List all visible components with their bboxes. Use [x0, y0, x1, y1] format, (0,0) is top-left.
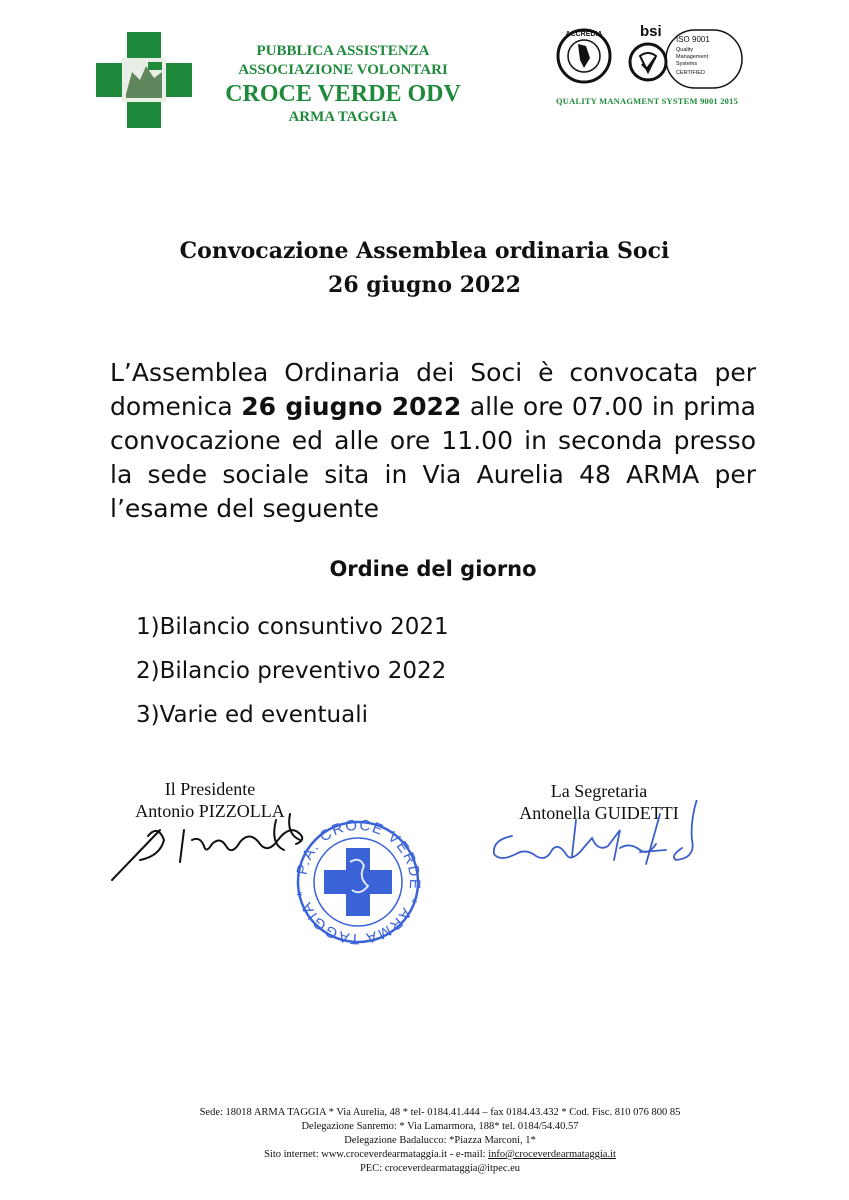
paragraph-end: alle ore 07.00 in prima convocazione ed alle ore 11.00 in seconda presso la sede sociale sita in Via Aurelia 48 ARMA per l’esame del seguente: [110, 392, 756, 523]
organization-name: [198, 42, 488, 127]
secretary-role: La Segretaria: [550, 781, 648, 801]
accredia-label: ACCREDIA: [565, 31, 603, 38]
agenda-list: [136, 612, 449, 744]
footer-contacts: [120, 1148, 760, 1162]
footer-address: Sede: 18018 ARMA TAGGIA * Via Aurelia, 48 * tel- 0184.41.444 – fax 0184.43.432 * Cod. Fisc. 810 076 800 85: [199, 1107, 681, 1118]
org-line-4: ARMA TAGGIA: [288, 109, 398, 125]
agenda-item: 3)Varie ed eventuali: [136, 702, 368, 728]
title-line-1: Convocazione Assemblea ordinaria Soci: [179, 238, 670, 264]
signatures-drawing: [100, 800, 740, 970]
agenda-item: 1)Bilancio consuntivo 2021: [136, 614, 449, 640]
stamp-text: P.A. CROCE VERDE * ARMA TAGGIA *: [293, 816, 424, 948]
footer-email-link[interactable]: info@croceverdearmataggia.it: [488, 1149, 616, 1160]
iso-line-4: Systems: [676, 61, 698, 67]
org-line-2: ASSOCIAZIONE VOLONTARI: [238, 62, 448, 78]
president-handwritten-signature: [112, 814, 302, 880]
certification-logos: [556, 24, 746, 92]
document-title: [0, 234, 849, 302]
quality-system-text: QUALITY MANAGMENT SYSTEM 9001 2015: [556, 96, 739, 106]
iso-line-3: Management: [676, 54, 709, 60]
footer-badalucco: Delegazione Badalucco: *Piazza Marconi, 1*: [344, 1135, 536, 1146]
org-line-1: PUBBLICA ASSISTENZA: [256, 43, 430, 59]
footer-website: Sito internet: www.croceverdearmataggia.it - e-mail:: [264, 1149, 489, 1160]
iso-line-2: Quality: [676, 47, 694, 53]
convocation-paragraph: [110, 356, 756, 526]
bsi-label: bsi: [640, 24, 662, 40]
iso-line-1: ISO 9001: [676, 35, 710, 44]
footer-sanremo: Delegazione Sanremo: * Via Lamarmora, 188* tel. 0184/54.40.57: [301, 1121, 579, 1132]
secretary-name: Antonella GUIDETTI: [519, 803, 679, 823]
secretary-handwritten-signature: [494, 800, 698, 864]
agenda-item: 2)Bilancio preventivo 2022: [136, 658, 447, 684]
paragraph-start: L’Assemblea Ordinaria dei Soci è convocata per domenica: [110, 358, 756, 421]
association-stamp: [293, 817, 423, 948]
iso-line-5: CERTIFIED: [676, 70, 705, 76]
president-name: Antonio PIZZOLLA: [135, 801, 285, 821]
title-line-2: 26 giugno 2022: [328, 272, 521, 298]
croce-verde-logo: [96, 32, 192, 128]
president-role: Il Presidente: [164, 779, 256, 799]
footer-pec: PEC: croceverdearmataggia@itpec.eu: [359, 1163, 521, 1174]
org-line-3: CROCE VERDE ODV: [225, 81, 461, 107]
agenda-title: Ordine del giorno: [329, 557, 537, 581]
footer: [120, 1106, 760, 1176]
paragraph-date: 26 giugno 2022: [241, 392, 462, 421]
